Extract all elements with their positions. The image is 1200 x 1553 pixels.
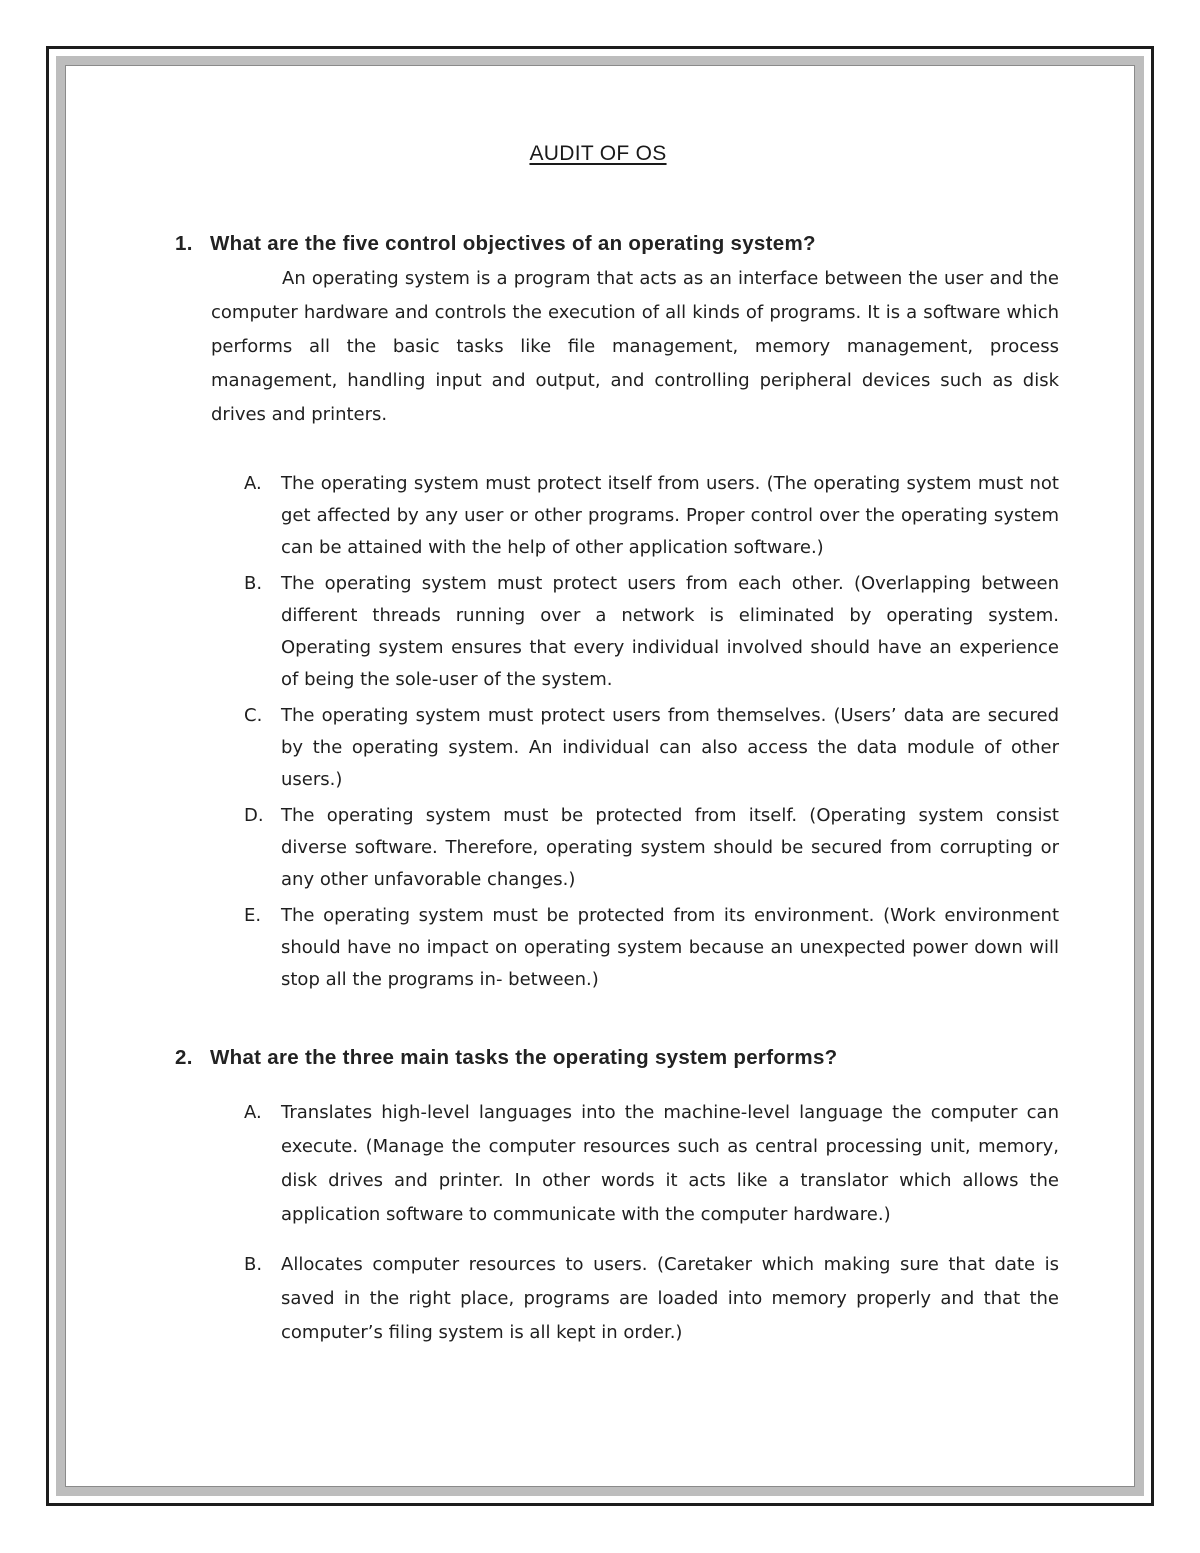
item-letter: A. [244, 473, 262, 494]
item-text: The operating system must protect users from themselves. (Users’ data are secured by the operating system. An individual can also access the data module of other users.) [281, 705, 1059, 790]
item-text: The operating system must protect users from each other. (Overlapping between different threads running over a network is eliminated by operating system. Operating system ensures that every individual involved should have an experience of being the sole-user of the system. [281, 573, 1059, 690]
list-item [244, 800, 1059, 896]
question-1-objectives [244, 468, 1059, 1000]
item-letter: B. [244, 1254, 263, 1275]
item-letter: C. [244, 705, 263, 726]
item-letter: A. [244, 1102, 262, 1123]
list-item [244, 700, 1059, 796]
item-text: The operating system must be protected from its environment. (Work environment should have no impact on operating system because an unexpected power down will stop all the programs in- between.) [281, 905, 1059, 990]
item-letter: E. [244, 905, 262, 926]
question-2-tasks [244, 1096, 1059, 1366]
list-item [244, 1248, 1059, 1350]
document-title: AUDIT OF OS [529, 142, 667, 165]
item-letter: D. [244, 805, 264, 826]
question-1-intro: An operating system is a program that acts as an interface between the user and the computer hardware and controls the execution of all kinds of programs. It is a software which performs all the basic tasks like file management, memory management, process management, handling input and output, and controlling peripheral devices such as disk drives and printers. [211, 268, 1059, 425]
list-item [244, 900, 1059, 996]
item-text: The operating system must protect itself from users. (The operating system must not get affected by any user or other programs. Proper control over the operating system can be attained with the help of other application software.) [281, 473, 1059, 558]
question-number: 2. [175, 1046, 193, 1069]
item-letter: B. [244, 573, 263, 594]
item-text: The operating system must be protected from itself. (Operating system consist diverse software. Therefore, operating system should be secured from corrupting or any other unfavorable changes.) [281, 805, 1059, 890]
item-text: Allocates computer resources to users. (Caretaker which making sure that date is saved in the right place, programs are loaded into memory properly and that the computer’s filing system is all kept in order.) [281, 1254, 1059, 1343]
question-2 [175, 1046, 1075, 1070]
question-1 [175, 232, 1075, 256]
list-item [244, 568, 1059, 696]
question-text: What are the five control objectives of an operating system? [210, 232, 816, 255]
list-item [244, 468, 1059, 564]
question-number: 1. [175, 232, 193, 255]
list-item [244, 1096, 1059, 1232]
item-text: Translates high-level languages into the machine-level language the computer can execute. (Manage the computer resources such as central processing unit, memory, disk drives and printer. In other words it acts like a translator which allows the application software to communicate with the computer hardware.) [281, 1102, 1059, 1225]
question-text: What are the three main tasks the operating system performs? [210, 1046, 838, 1069]
